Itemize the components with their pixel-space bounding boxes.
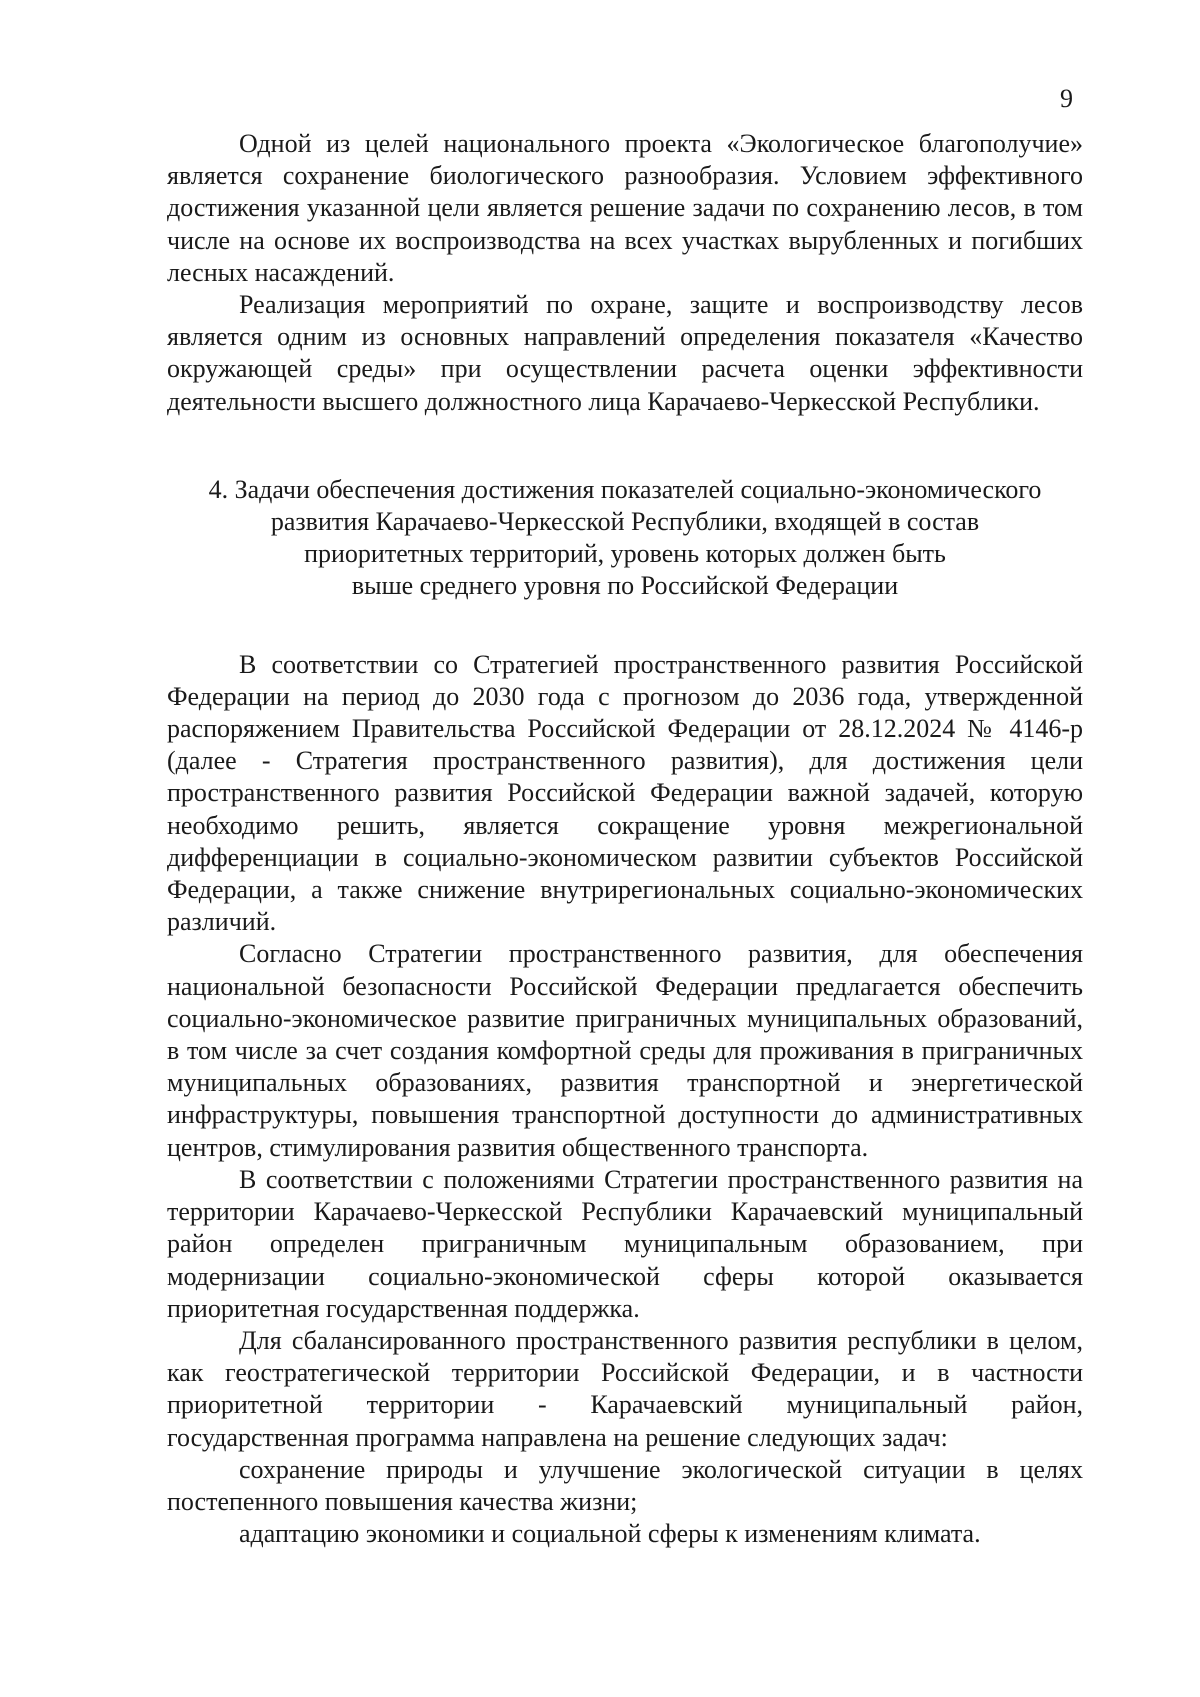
paragraph-program-tasks: Для сбалансированного пространственного развития республики в целом, как геостратегической территории Российской Федерации, и в частности приоритетной территории - Карачаевский муниципальный район, государственная программа направлена на решение следующих задач: <box>167 1325 1083 1452</box>
section-heading-line: приоритетных территорий, уровень которых должен быть <box>304 539 946 569</box>
section-heading-line: выше среднего уровня по Российской Федерации <box>351 571 899 601</box>
paragraph-karachaevsky-district: В соответствии с положениями Стратегии пространственного развития на территории Карачаево-Черкесской Республики Карачаевский муниципальный район определен приграничным муниципальным образованием, при модернизации социально-экономической сферы которой оказывается приоритетная государственная поддержка. <box>167 1164 1083 1323</box>
list-item-climate-adaptation: адаптацию экономики и социальной сферы к изменениям климата. <box>239 1519 981 1549</box>
paragraph-spatial-strategy: В соответствии со Стратегией пространственного развития Российской Федерации на период до 2030 года с прогнозом до 2036 года, утвержденной распоряжением Правительства Российской Федерации от 28.12.2024 № 4146-р (далее - Стратегия пространственного развития), для достижения цели пространственного развития Российской Федерации важной задачей, которую необходимо решить, является сокращение уровня межрегиональной дифференциации в социально-экономическом развитии субъектов Российской Федерации, а также снижение внутрирегиональных социально-экономических различий. <box>167 649 1083 937</box>
section-heading <box>167 474 1083 603</box>
paragraph-border-municipalities: Согласно Стратегии пространственного развития, для обеспечения национальной безопасности Российской Федерации предлагается обеспечить социально-экономическое развитие приграничных муниципальных образований, в том числе за счет создания комфортной среды для проживания в приграничных муниципальных образованиях, развития транспортной и энергетической инфраструктуры, повышения транспортной доступности до административных центров, стимулирования развития общественного транспорта. <box>167 939 1083 1162</box>
section-heading-line: 4. Задачи обеспечения достижения показателей социально-экономического <box>208 474 1042 504</box>
page-number: 9 <box>1060 84 1073 113</box>
section-heading-line: развития Карачаево-Черкесской Республики, входящей в состав <box>270 507 980 537</box>
document-body <box>167 128 1083 1550</box>
paragraph-forest-measures: Реализация мероприятий по охране, защите и воспроизводству лесов является одним из основных направлений определения показателя «Качество окружающей среды» при осуществлении расчета оценки эффективности деятельности высшего должностного лица Карачаево-Черкесской Республики. <box>167 290 1083 416</box>
list-item-nature-preservation: сохранение природы и улучшение экологической ситуации в целях постепенного повышения качества жизни; <box>167 1454 1083 1516</box>
paragraph-biodiversity: Одной из целей национального проекта «Экологическое благополучие» является сохранение биологического разнообразия. Условием эффективного достижения указанной цели является решение задачи по сохранению лесов, в том числе на основе их воспроизводства на всех участках вырубленных и погибших лесных насаждений. <box>167 129 1083 287</box>
